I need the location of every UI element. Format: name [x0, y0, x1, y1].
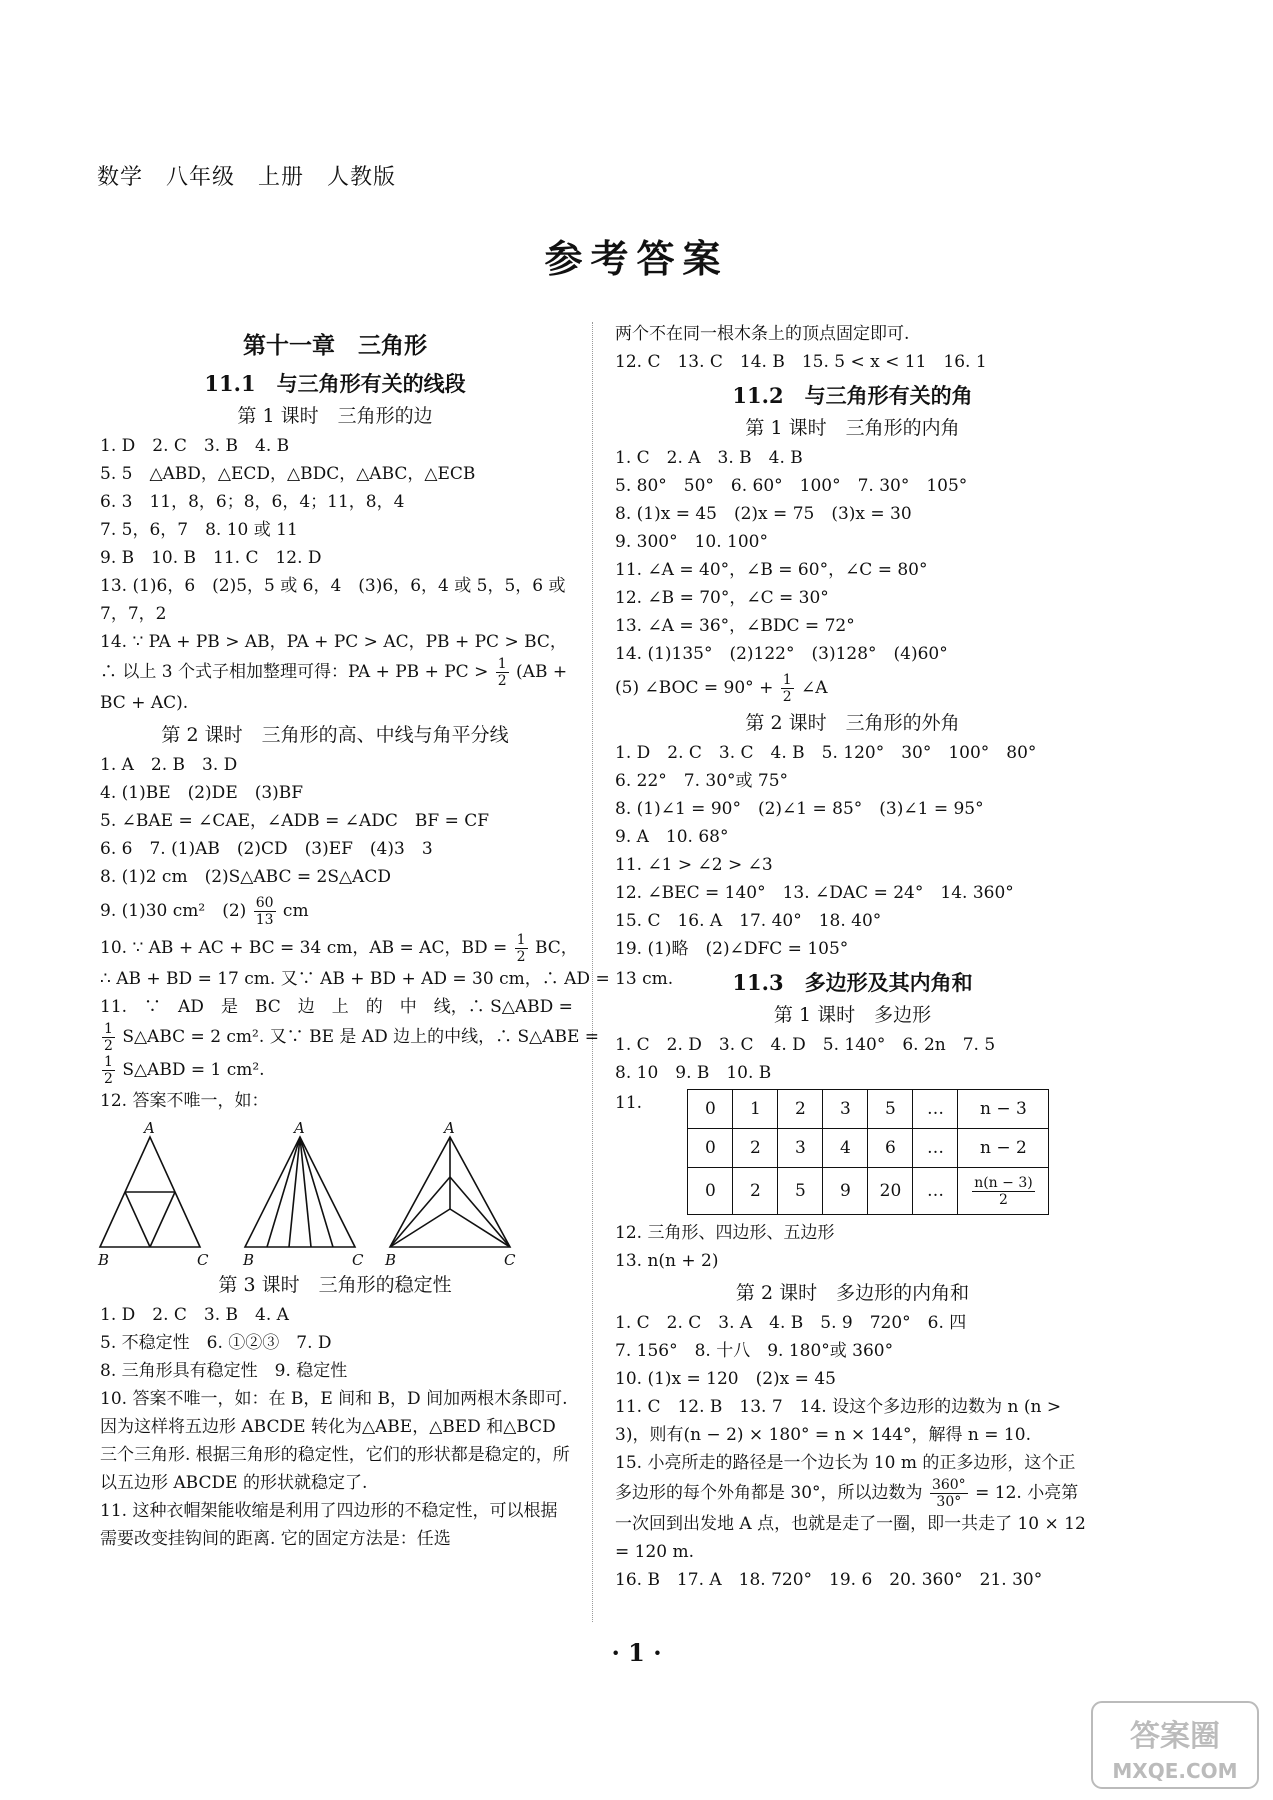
vertex-label-a: A [294, 1119, 305, 1137]
lesson-heading-3: 第 3 课时 三角形的稳定性 [218, 1274, 452, 1296]
polygon-diagonal-table [687, 1089, 1049, 1215]
vertex-label-b: B [385, 1251, 397, 1269]
fraction-half [496, 656, 509, 689]
vertex-label-c: C [197, 1251, 209, 1269]
q15-equals: = [975, 1483, 990, 1503]
table-cell: n − 2 [958, 1129, 1049, 1168]
answer-line: 8. (1)∠1 = 90° (2)∠1 = 85° (3)∠1 = 95° [615, 799, 984, 819]
table-cell-fraction [958, 1168, 1049, 1215]
table-cell: 3 [823, 1090, 868, 1129]
vertex-label-b: B [243, 1251, 255, 1269]
q15-text: 15. 小亮所走的路径是一个边长为 10 m 的正多边形，这个正多边形的每个外角都是 30°，所以边数为 [615, 1453, 1076, 1503]
answer-line: 4. (1)BE (2)DE (3)BF [100, 783, 304, 803]
answer-line: BC + AC). [100, 693, 189, 713]
answer-line [100, 932, 578, 965]
q11-text: S△ABC = 2 cm². 又∵ BE 是 AD 边上的中线，∴ S△ABE = [122, 1027, 600, 1047]
page-title: 参考答案 [544, 237, 729, 281]
numerator: 1 [104, 1021, 113, 1037]
q14-5-text-end: ∠A [801, 678, 828, 698]
q11-label: 11. [615, 1093, 643, 1113]
answer-line: 11. ∵ AD 是 BC 边 上 的 中 线，∴ S△ABD = [100, 997, 573, 1017]
answer-line: 5. 不稳定性 6. ①②③ 7. D [100, 1333, 332, 1353]
answer-line: 5. 80° 50° 6. 60° 100° 7. 30° 105° [615, 476, 968, 496]
answer-line: 1. A 2. B 3. D [100, 755, 238, 775]
answer-line: 11. ∠A = 40°，∠B = 60°，∠C = 80° [615, 560, 928, 580]
answer-line: 1. C 2. D 3. C 4. D 5. 140° 6. 2n 7. 5 [615, 1035, 996, 1055]
answer-line: 7. 5，6，7 8. 10 或 11 [100, 520, 298, 540]
answer-paragraph: 11. 这种衣帽架能收缩是利用了四边形的不稳定性，可以根据需要改变挂钩间的距离. 它的固定方法是：任选 [100, 1501, 558, 1549]
table-cell: 6 [868, 1129, 913, 1168]
vertex-label-a: A [444, 1119, 455, 1137]
q15-text-end: 12. 小亮第一次回到出发地 A 点，也就是走了一圈，即一共走了 10 × 12 = 120 m. [615, 1483, 1086, 1562]
numerator: 1 [782, 672, 792, 688]
answer-line: 1. C 2. C 3. A 4. B 5. 9 720° 6. 四 [615, 1313, 967, 1333]
lesson-heading-r2: 第 2 课时 三角形的外角 [745, 712, 960, 734]
fraction-half [515, 932, 528, 965]
table-cell: … [913, 1090, 958, 1129]
answer-line: 12. ∠B = 70°，∠C = 30° [615, 588, 829, 608]
denominator: 2 [782, 689, 792, 705]
numerator: 360° [931, 1477, 966, 1493]
book-header: 数学 八年级 上册 人教版 [97, 165, 397, 190]
answer-line: 8. 10 9. B 10. B [615, 1063, 772, 1083]
answer-line: 5. 5 △ABD，△ECD，△BDC，△ABC，△ECB [100, 464, 476, 484]
answer-line: 14. ∵ PA + PB > AB，PA + PC > AC，PB + PC > BC， [100, 632, 567, 652]
section-heading-11-3: 11.3 多边形及其内角和 [732, 970, 973, 995]
table-cell: … [913, 1168, 958, 1215]
answer-line: 13. (1)6，6 (2)5，5 或 6，4 (3)6，6，4 或 5，5，6 或 7，7，2 [100, 576, 566, 624]
answer-line: 5. ∠BAE = ∠CAE，∠ADB = ∠ADC BF = CF [100, 811, 490, 831]
q10-text-end: BC， [534, 938, 578, 958]
triangle-figure-midpoints [100, 1137, 200, 1247]
answer-line [615, 672, 1090, 705]
table-row [688, 1168, 1049, 1215]
q14-5-text: (5) ∠BOC = 90° + [615, 678, 774, 698]
table-cell: 5 [868, 1090, 913, 1129]
denominator: 2 [104, 1071, 113, 1087]
fraction-half [781, 672, 794, 705]
fraction-60-13 [254, 895, 276, 928]
answer-line: 11. ∠1 > ∠2 > ∠3 [615, 855, 773, 875]
table-cell: 0 [688, 1129, 733, 1168]
table-cell: 4 [823, 1129, 868, 1168]
watermark-logo [1090, 1700, 1260, 1790]
table-cell: 1 [733, 1090, 778, 1129]
lesson-heading-1: 第 1 课时 三角形的边 [237, 405, 433, 427]
denominator: 2 [516, 949, 526, 965]
answer-line: 7. 156° 8. 十八 9. 180°或 360° [615, 1341, 894, 1361]
fraction-360-30 [930, 1477, 968, 1510]
section-heading-11-2: 11.2 与三角形有关的角 [732, 383, 973, 408]
table-row [688, 1129, 1049, 1168]
answer-line: 1. D 2. C 3. B 4. A [100, 1305, 289, 1325]
triangle-figures [100, 1119, 570, 1267]
lesson-heading-r1: 第 1 课时 三角形的内角 [745, 417, 960, 439]
table-cell: 20 [868, 1168, 913, 1215]
fraction-half [102, 1054, 115, 1087]
answer-line: 6. 6 7. (1)AB (2)CD (3)EF (4)3 3 [100, 839, 433, 859]
answer-line: ∴ AB + BD = 17 cm. 又∵ AB + BD + AD = 30 cm，∴ AD = 13 cm. [100, 969, 674, 989]
q14-text: ∴ 以上 3 个式子相加整理可得：PA + PB + PC > [100, 662, 489, 682]
answer-line: 6. 22° 7. 30°或 75° [615, 771, 789, 791]
answer-table-block [615, 1089, 1090, 1215]
vertex-label-b: B [98, 1251, 110, 1269]
watermark-bottom-text: MXQE.COM [1112, 1759, 1238, 1783]
fraction-n-n-3-over-2 [972, 1175, 1035, 1208]
answer-line [100, 895, 570, 928]
answer-line: 1. C 2. A 3. B 4. B [615, 448, 803, 468]
answer-line: 两个不在同一根木条上的顶点固定即可. [615, 324, 910, 344]
answer-line [100, 1054, 570, 1087]
answer-line: 12. 三角形、四边形、五边形 [615, 1223, 835, 1243]
numerator: n(n − 3) [974, 1174, 1033, 1191]
table-row [688, 1090, 1049, 1129]
table-cell: n − 3 [958, 1090, 1049, 1129]
q9-unit: cm [282, 901, 309, 921]
table-cell: 5 [778, 1168, 823, 1215]
answer-line: 13. n(n + 2) [615, 1251, 719, 1271]
answer-paragraph: 11. C 12. B 13. 7 14. 设这个多边形的边数为 n (n > 3)，则有(n − 2) × 180° = n × 144°，解得 n = 10. [615, 1397, 1062, 1445]
table-cell: 3 [778, 1129, 823, 1168]
triangle-figure-centroid [390, 1137, 510, 1247]
table-cell: 2 [733, 1168, 778, 1215]
numerator: 1 [516, 932, 526, 948]
vertex-label-c: C [504, 1251, 516, 1269]
chapter-heading: 第十一章 三角形 [243, 332, 427, 359]
numerator: 1 [497, 656, 507, 672]
numerator: 1 [104, 1054, 113, 1070]
answer-line: 12. C 13. C 14. B 15. 5 < x < 11 16. 1 [615, 352, 987, 372]
q14-text-end: (AB + [516, 662, 568, 682]
denominator: 30° [936, 1494, 962, 1510]
answer-line: 15. C 16. A 17. 40° 18. 40° [615, 911, 882, 931]
answer-line: 1. D 2. C 3. C 4. B 5. 120° 30° 100° 80° [615, 743, 1037, 763]
q9-text: 9. (1)30 cm² (2) [100, 901, 247, 921]
denominator: 2 [998, 1191, 1008, 1208]
answer-line: 1. D 2. C 3. B 4. B [100, 436, 290, 456]
answer-line [100, 656, 570, 689]
table-cell: 0 [688, 1168, 733, 1215]
answer-line: 13. ∠A = 36°，∠BDC = 72° [615, 616, 855, 636]
answer-line: 6. 3 11，8，6；8，6，4；11，8，4 [100, 492, 405, 512]
answer-line: 8. (1)x = 45 (2)x = 75 (3)x = 30 [615, 504, 912, 524]
table-cell: 2 [733, 1129, 778, 1168]
answer-line: 19. (1)略 (2)∠DFC = 105° [615, 939, 849, 959]
denominator: 13 [255, 912, 274, 928]
triangle-figure-fan [245, 1137, 355, 1247]
answer-line: 8. (1)2 cm (2)S△ABC = 2S△ACD [100, 867, 391, 887]
watermark-top-text: 答案圈 [1130, 1719, 1220, 1754]
page-number: · 1 · [611, 1638, 662, 1667]
answer-line: 8. 三角形具有稳定性 9. 稳定性 [100, 1361, 348, 1381]
answer-line: 14. (1)135° (2)122° (3)128° (4)60° [615, 644, 948, 664]
lesson-heading-r4: 第 2 课时 多边形的内角和 [735, 1282, 970, 1304]
right-column [615, 320, 1090, 1594]
answer-line: 16. B 17. A 18. 720° 19. 6 20. 360° 21. 30° [615, 1570, 1043, 1590]
answer-line: 12. 答案不唯一，如： [100, 1091, 269, 1111]
numerator: 60 [255, 895, 274, 911]
table-cell: 2 [778, 1090, 823, 1129]
denominator: 2 [104, 1038, 113, 1054]
denominator: 2 [497, 673, 507, 689]
answer-line [100, 1021, 600, 1054]
vertex-label-a: A [144, 1119, 155, 1137]
lesson-heading-2: 第 2 课时 三角形的高、中线与角平分线 [161, 724, 509, 746]
answer-line: 9. B 10. B 11. C 12. D [100, 548, 322, 568]
lesson-heading-r3: 第 1 课时 多边形 [773, 1004, 932, 1026]
vertex-label-c: C [352, 1251, 364, 1269]
answer-line: 9. A 10. 68° [615, 827, 729, 847]
table-cell: … [913, 1129, 958, 1168]
fraction-half [102, 1021, 115, 1054]
answer-paragraph: 10. 答案不唯一，如：在 B，E 间和 B，D 间加两根木条即可. 因为这样将五边形 ABCDE 转化为△ABE，△BED 和△BCD 三个三角形. 根据三角形的稳定性，它们的形状都是稳定的，所以五边形 ABCDE 的形状就稳定了. [100, 1389, 570, 1493]
answer-paragraph [615, 1449, 1090, 1566]
answer-line: 9. 300° 10. 100° [615, 532, 768, 552]
q11-text-end: S△ABD = 1 cm². [122, 1060, 265, 1080]
answer-line: 10. (1)x = 120 (2)x = 45 [615, 1369, 836, 1389]
answer-line: 12. ∠BEC = 140° 13. ∠DAC = 24° 14. 360° [615, 883, 1014, 903]
table-cell: 9 [823, 1168, 868, 1215]
section-heading-11-1: 11.1 与三角形有关的线段 [204, 371, 466, 396]
table-cell: 0 [688, 1090, 733, 1129]
q10-text: 10. ∵ AB + AC + BC = 34 cm，AB = AC，BD = [100, 938, 508, 958]
